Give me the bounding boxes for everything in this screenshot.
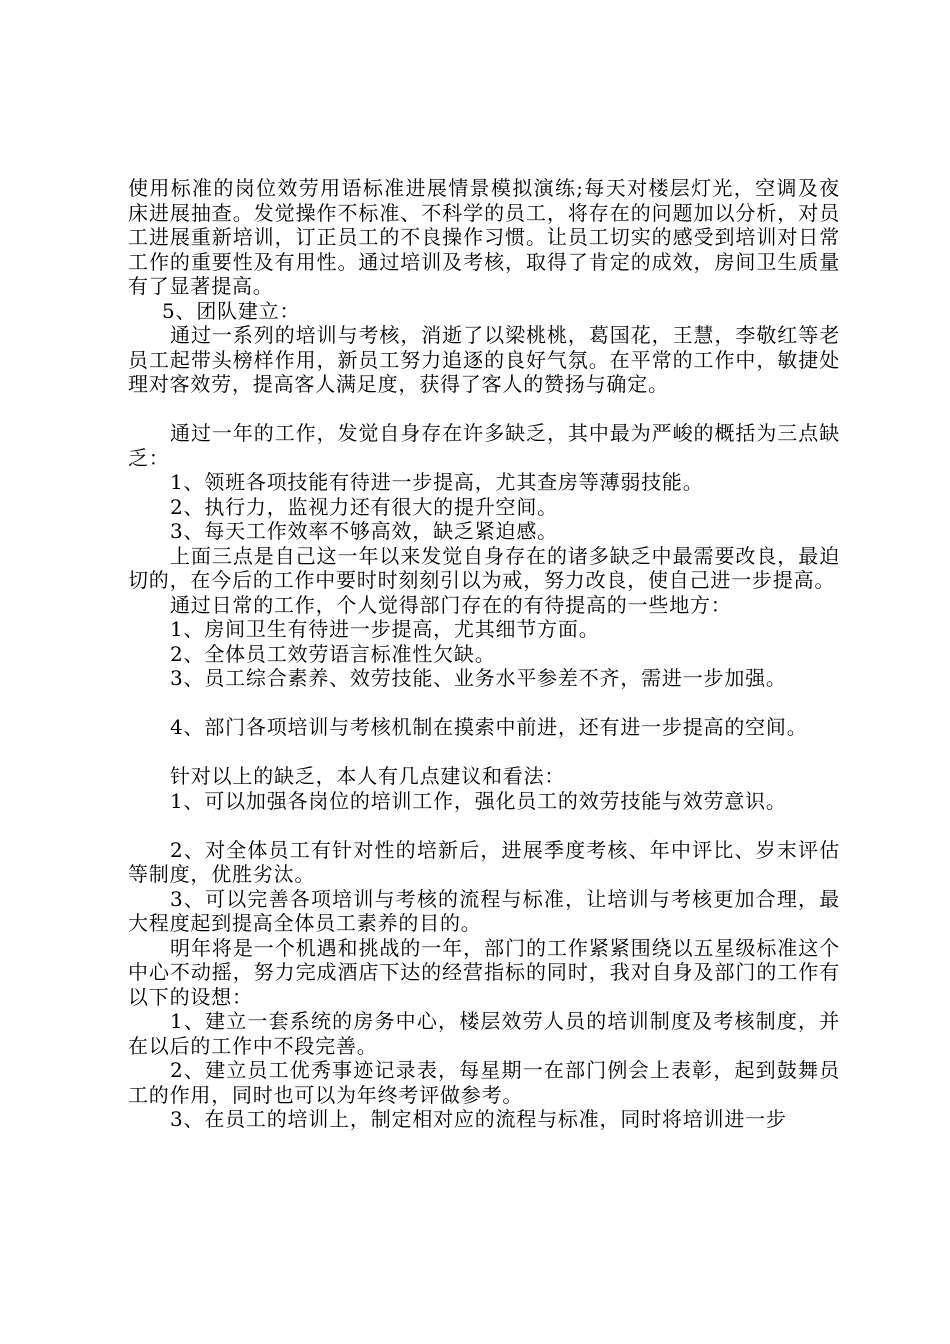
list-item: 3、可以完善各项培训与考核的流程与标准，让培训与考核更加合理，最大程度起到提高全体员工素养的目的。: [128, 886, 840, 935]
list-item: 3、每天工作效率不够高效，缺乏紧迫感。: [170, 519, 558, 543]
blank-line: [128, 740, 840, 765]
blank-line: [128, 813, 840, 838]
blank-line: [128, 691, 840, 716]
paragraph-team: 通过一系列的培训与考核，消逝了以梁桃桃，葛国花，王慧，李敬红等老员工起带头榜样作用，新员工努力追逐的良好气氛。在平常的工作中，敏捷处理对客效劳，提高客人满足度，获得了客人的赞扬与确定。: [128, 323, 840, 396]
paragraph-next-year: 明年将是一个机遇和挑战的一年，部门的工作紧紧围绕以五星级标准这个中心不动摇，努力完成酒店下达的经营指标的同时，我对自身及部门的工作有以下的设想：: [128, 935, 840, 1009]
blank-line: [128, 397, 840, 422]
paragraph-1: 使用标准的岗位效劳用语标准进展情景模拟演练;每天对楼层灯光，空调及夜床进展抽查。发觉操作不标准、不科学的员工，将存在的问题加以分析，对员工进展重新培训，订正员工的不良操作习惯。让员工切实的感受到培训对日常工作的重要性及有用性。通过培训及考核，取得了肯定的成效，房间卫生质量有了显著提高。: [128, 176, 840, 298]
paragraph-suggestions-intro: 针对以上的缺乏，本人有几点建议和看法：: [170, 764, 566, 788]
list-item: 1、建立一套系统的房务中心，楼层效劳人员的培训制度及考核制度，并在以后的工作中不段完善。: [128, 1009, 840, 1058]
paragraph-dept-intro: 通过日常的工作，个人觉得部门存在的有待提高的一些地方：: [170, 592, 732, 617]
paragraph-shortcomings-intro: 通过一年的工作，发觉自身存在许多缺乏，其中最为严峻的概括为三点缺乏：: [128, 421, 840, 470]
list-item: 3、员工综合素养、效劳技能、业务水平参差不齐，需进一步加强。: [170, 666, 787, 690]
list-item: 2、全体员工效劳语言标准性欠缺。: [170, 641, 496, 666]
list-item: 1、可以加强各岗位的培训工作，强化员工的效劳技能与效劳意识。: [170, 788, 787, 813]
list-item: 2、对全体员工有针对性的培新后，进展季度考核、年中评比、岁末评估等制度，优胜劣汰。: [128, 837, 840, 886]
list-item: 1、房间卫生有待进一步提高，尤其细节方面。: [170, 617, 600, 641]
document-body: [128, 176, 840, 1132]
list-item: 3、在员工的培训上，制定相对应的流程与标准，同时将培训进一步: [170, 1107, 787, 1131]
paragraph-improve: 上面三点是自己这一年以来发觉自身存在的诸多缺乏中最需要改良，最迫切的，在今后的工作中要时时刻刻引以为戒，努力改良，使自己进一步提高。: [128, 543, 840, 592]
paragraph-team-heading: 5、团队建立：: [162, 298, 301, 323]
list-item: 2、建立员工优秀事迹记录表，每星期一在部门例会上表彰，起到鼓舞员工的作用，同时也可以为年终考评做参考。: [128, 1058, 840, 1107]
list-item: 2、执行力，监视力还有很大的提升空间。: [170, 494, 558, 519]
list-item: 1、领班各项技能有待进一步提高，尤其查房等薄弱技能。: [170, 470, 704, 494]
list-item: 4、部门各项培训与考核机制在摸索中前进，还有进一步提高的空间。: [170, 715, 808, 739]
